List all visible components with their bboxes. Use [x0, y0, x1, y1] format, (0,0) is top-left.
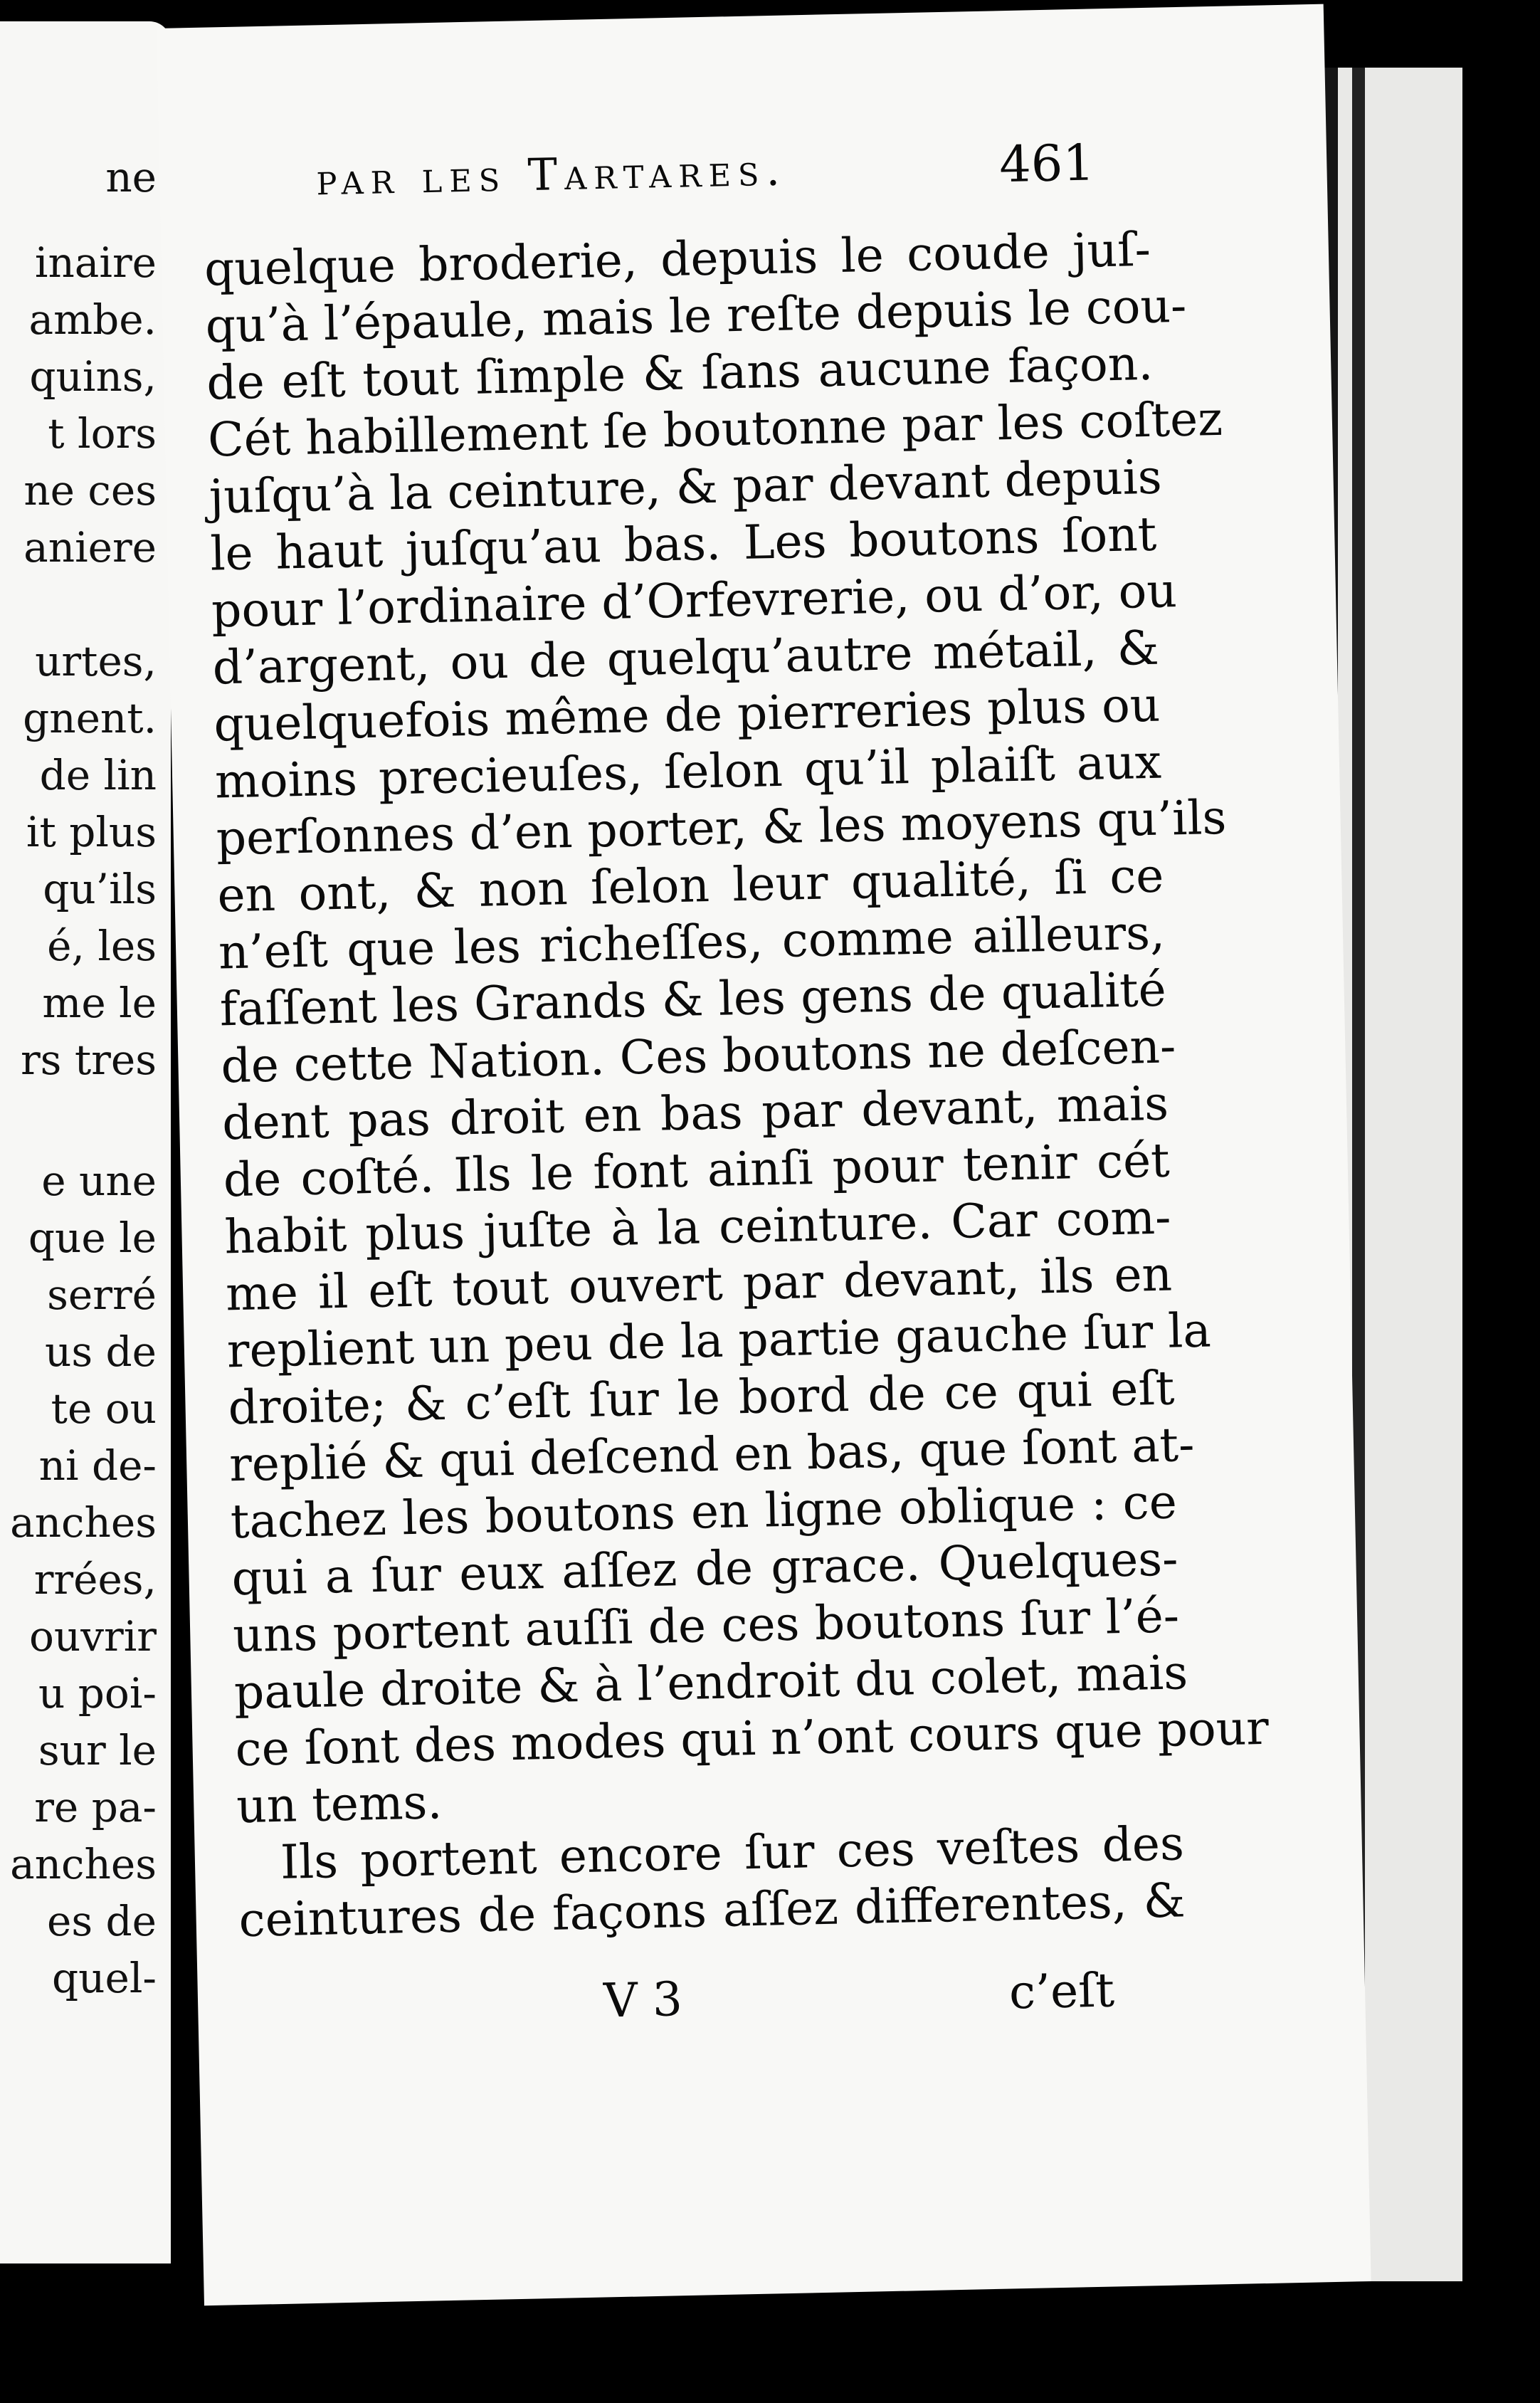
text-line: dent pas droit en bas par devant, mais: [221, 1076, 1169, 1151]
left-page-line: anches: [10, 1498, 157, 1547]
text-line: qui a ſur eux aſſez de grace. Quelques-: [231, 1531, 1179, 1607]
running-head: par les Tartares.: [315, 143, 788, 206]
text-line: replié & qui deſcend en bas, que ſont at-: [228, 1416, 1196, 1493]
text-line: Ils portent encore ſur ces veſtes des: [280, 1816, 1185, 1890]
text-line: de coſté. Ils le font ainſi pour tenir cét: [223, 1132, 1171, 1208]
left-page-line: quins,: [29, 352, 157, 401]
left-page-line: serré: [47, 1271, 157, 1319]
left-page-line: inaire: [34, 238, 157, 287]
text-line: qu’à l’épaule, mais le reſte depuis le cou-: [204, 278, 1188, 354]
text-line: de cette Nation. Ces boutons ne deſcen-: [220, 1019, 1177, 1094]
left-page-line: urtes,: [35, 637, 157, 685]
text-line: juſqu’à la ceinture, & par devant depuis: [208, 449, 1163, 525]
left-page-line: de lin: [39, 751, 157, 799]
text-line: le haut juſqu’au bas. Les boutons ſont: [209, 506, 1157, 582]
left-page-line: e une: [41, 1157, 157, 1205]
text-line: me il eſt tout ouvert par devant, ils en: [225, 1246, 1173, 1322]
text-line: ceintures de façons aſſez differentes, &: [238, 1873, 1186, 1948]
left-page-line: us de: [44, 1327, 157, 1376]
left-page-line: anches: [10, 1840, 157, 1888]
left-page-line: rs tres: [20, 1036, 157, 1084]
left-page-line: rrées,: [33, 1555, 157, 1604]
left-page-line: sur le: [38, 1726, 157, 1774]
left-page-line: u poi-: [38, 1669, 157, 1718]
left-page-line: quel-: [52, 1954, 157, 2002]
text-line: moins precieuſes, ſelon qu’il plaiſt aux: [214, 734, 1162, 809]
left-page-fragment: [0, 21, 171, 2263]
text-line: habit plus juſte à la ceinture. Car com-: [223, 1189, 1172, 1265]
left-page-line: gnent.: [23, 694, 157, 742]
left-page-line: re pa-: [34, 1783, 157, 1831]
text-line: quelquefois même de pierreries plus ou: [213, 677, 1161, 752]
text-line: droite; & c’eſt ſur le bord de ce qui eſt: [227, 1360, 1176, 1436]
text-line: uns portent auſſi de ces boutons ſur l’é-: [232, 1588, 1180, 1663]
text-line: perſonnes d’en porter, & les moyens qu’ils: [216, 789, 1228, 866]
left-page-line: me le: [42, 979, 157, 1027]
book-page: [157, 4, 1371, 2306]
left-page-line: t lors: [48, 409, 157, 458]
text-line: paule droite & à l’endroit du colet, mais: [233, 1645, 1188, 1720]
text-line: de eſt tout ſimple & ſans aucune façon.: [206, 335, 1154, 411]
text-line: pour l’ordinaire d’Orfevrerie, ou d’or, ou: [211, 563, 1178, 638]
left-page-line: é, les: [47, 922, 157, 970]
left-page-line: aniere: [23, 523, 157, 572]
left-page-line: ambe.: [28, 295, 157, 344]
left-page-line: ni de-: [38, 1441, 157, 1490]
text-line: un tems.: [236, 1774, 443, 1834]
text-line: tachez les boutons en ligne oblique : ce: [230, 1474, 1178, 1550]
left-page-line: ouvrir: [28, 1612, 157, 1661]
left-page-line: ne ces: [23, 466, 157, 515]
text-line: faſſent les Grands & les gens de qualité: [219, 962, 1167, 1037]
signature-mark: V 3: [603, 1972, 683, 2029]
catchword: c’eſt: [1008, 1962, 1115, 2020]
body-text: [204, 221, 1270, 1949]
text-line: Cét habillement ſe boutonne par les coſtez: [207, 391, 1223, 468]
left-page-line: it plus: [26, 808, 157, 856]
text-line: en ont, & non ſelon leur qualité, ſi ce: [216, 848, 1165, 923]
text-line: d’argent, ou de quelqu’autre métail, &: [212, 620, 1160, 695]
left-page-line: qu’ils: [43, 865, 157, 913]
text-line: quelque broderie, depuis le coude juſ-: [204, 221, 1151, 297]
page-number: 461: [998, 133, 1095, 194]
text-line: n’eſt que les richeſſes, comme ailleurs,: [218, 905, 1166, 980]
left-page-line: es de: [47, 1897, 157, 1945]
left-page-line: te ou: [51, 1384, 157, 1433]
text-line: replient un peu de la partie gauche ſur la: [226, 1303, 1212, 1379]
left-page-line: ne: [105, 153, 157, 201]
text-line: ce ſont des modes qui n’ont cours que pour: [234, 1700, 1270, 1777]
left-page-line: que le: [28, 1214, 157, 1262]
